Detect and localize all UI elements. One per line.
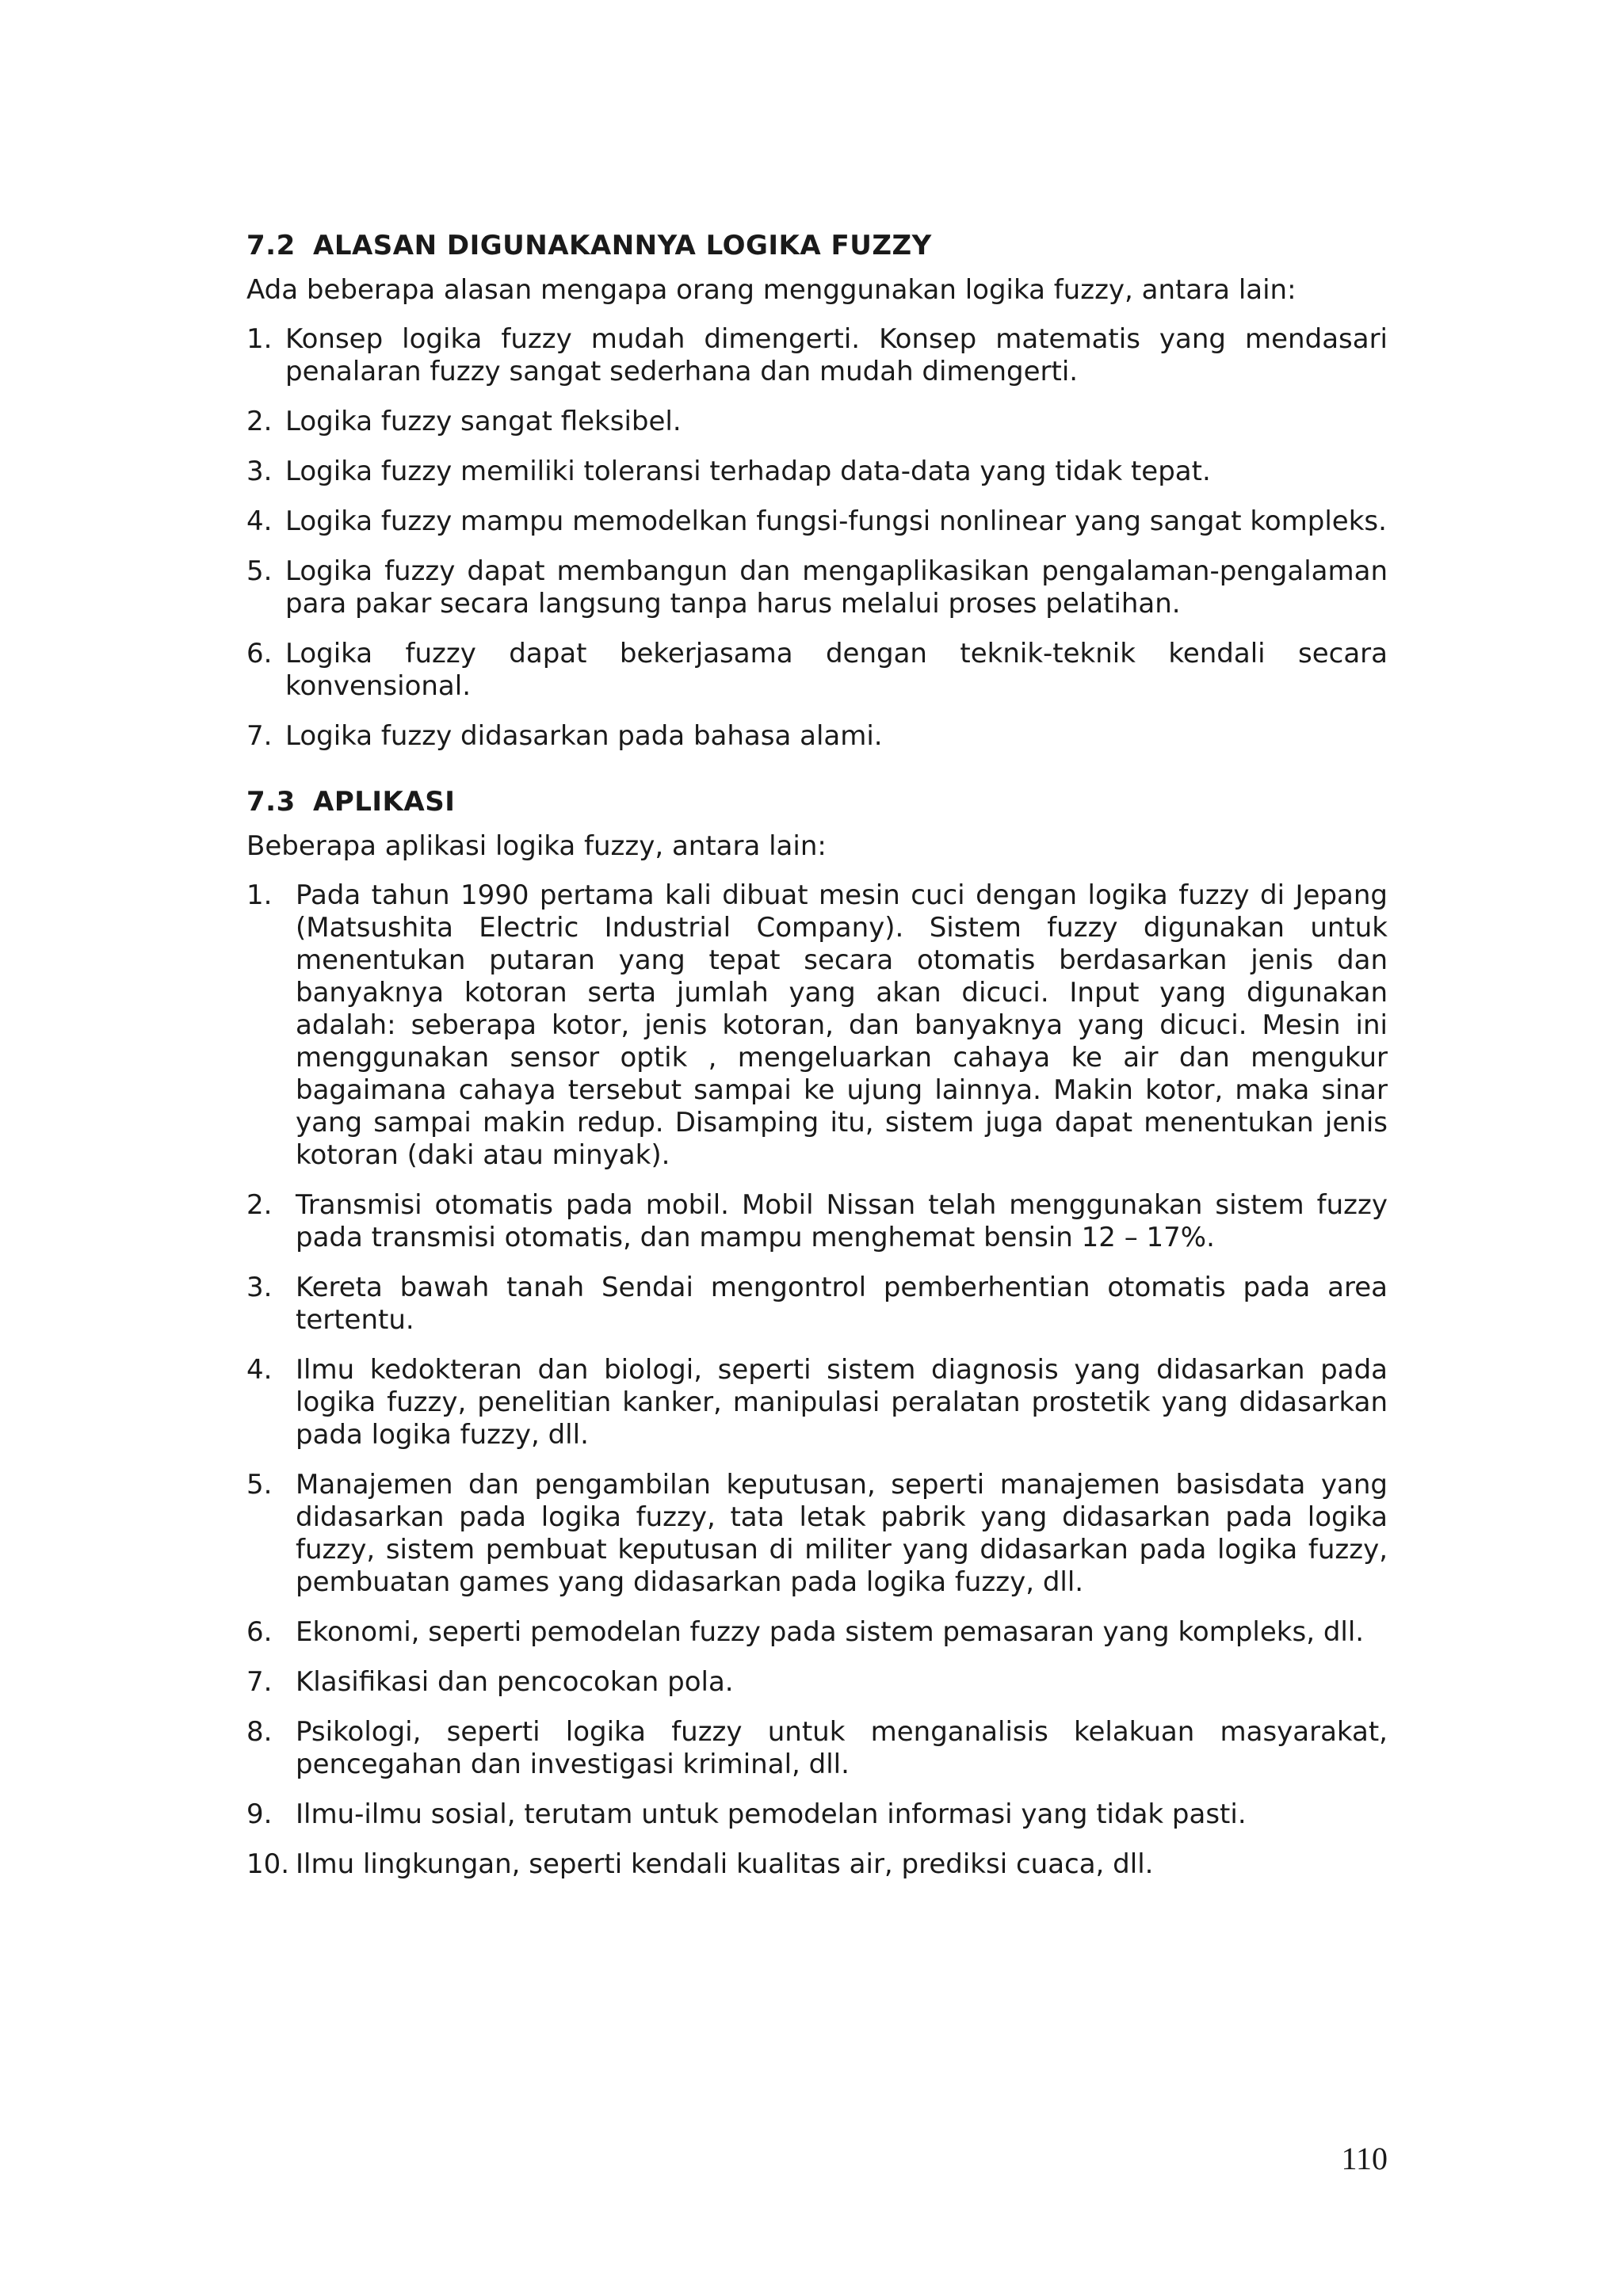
list-item [246, 1469, 1388, 1599]
list-item [246, 1666, 1388, 1699]
list-item-text: Ilmu lingkungan, seperti kendali kualitas air, prediksi cuaca, dll. [296, 1848, 1154, 1880]
list-marker: 2. [246, 1189, 273, 1221]
list-marker: 2. [246, 406, 273, 437]
list-item [246, 555, 1388, 620]
list-item-text: Manajemen dan pengambilan keputusan, seperti manajemen basisdata yang didasarkan pada logika fuzzy, tata letak pabrik yang didasarkan pada logika fuzzy, sistem pembuat keputusan di militer yang didasarkan pada logika fuzzy, pembuatan games yang didasarkan pada logika fuzzy, dll. [296, 1469, 1388, 1598]
list-item [246, 1716, 1388, 1781]
list-item [246, 1616, 1388, 1649]
list-item [246, 879, 1388, 1172]
section-title: APLIKASI [313, 786, 456, 818]
section-heading [246, 784, 1388, 819]
list-marker: 7. [246, 1666, 273, 1698]
applications-list [246, 879, 1388, 1881]
list-marker: 9. [246, 1798, 273, 1830]
section-intro: Beberapa aplikasi logika fuzzy, antara lain: [246, 830, 827, 862]
list-item [246, 1848, 1388, 1881]
list-item-text: Transmisi otomatis pada mobil. Mobil Nissan telah menggunakan sistem fuzzy pada transmisi otomatis, dan mampu menghemat bensin 12 – 17%. [296, 1189, 1388, 1253]
list-item [246, 406, 1388, 438]
list-item-text: Psikologi, seperti logika fuzzy untuk menganalisis kelakuan masyarakat, pencegahan dan investigasi kriminal, dll. [296, 1716, 1388, 1780]
list-item-text: Logika fuzzy didasarkan pada bahasa alami. [285, 720, 883, 752]
list-item [246, 1272, 1388, 1337]
list-item [246, 323, 1388, 388]
list-item-text: Ilmu kedokteran dan biologi, seperti sistem diagnosis yang didasarkan pada logika fuzzy, penelitian kanker, manipulasi peralatan prostetik yang didasarkan pada logika fuzzy, dll. [296, 1354, 1388, 1451]
list-item [246, 1798, 1388, 1831]
list-marker: 3. [246, 1272, 273, 1303]
list-item [246, 720, 1388, 753]
list-item [246, 1189, 1388, 1254]
section-number: 7.2 [246, 230, 296, 261]
list-marker: 1. [246, 323, 273, 355]
list-marker: 10. [246, 1848, 290, 1880]
section-heading [246, 228, 1388, 263]
list-item-text: Logika fuzzy sangat fleksibel. [285, 406, 682, 437]
list-marker: 6. [246, 1616, 273, 1648]
section-title: ALASAN DIGUNAKANNYA LOGIKA FUZZY [313, 230, 932, 261]
list-item-text: Logika fuzzy memiliki toleransi terhadap data-data yang tidak tepat. [285, 456, 1211, 487]
list-item-text: Kereta bawah tanah Sendai mengontrol pemberhentian otomatis pada area tertentu. [296, 1272, 1388, 1336]
section-number: 7.3 [246, 786, 296, 818]
list-marker: 4. [246, 1354, 273, 1386]
list-marker: 7. [246, 720, 273, 752]
page-number: 110 [1341, 2141, 1388, 2176]
list-item-text: Ilmu-ilmu sosial, terutam untuk pemodelan informasi yang tidak pasti. [296, 1798, 1247, 1830]
list-marker: 3. [246, 456, 273, 487]
list-item-text: Ekonomi, seperti pemodelan fuzzy pada sistem pemasaran yang kompleks, dll. [296, 1616, 1365, 1648]
list-item-text: Logika fuzzy mampu memodelkan fungsi-fungsi nonlinear yang sangat kompleks. [285, 505, 1387, 537]
list-item-text: Pada tahun 1990 pertama kali dibuat mesin cuci dengan logika fuzzy di Jepang (Matsushita Electric Industrial Company). Sistem fuzzy digunakan untuk menentukan putaran yang tepat secara otomatis berdasarkan jenis dan banyaknya kotoran serta jumlah yang akan dicuci. Input yang digunakan adalah: seberapa kotor, jenis kotoran, dan banyaknya yang dicuci. Mesin ini menggunakan sensor optik , mengeluarkan cahaya ke air dan mengukur bagaimana cahaya tersebut sampai ke ujung lainnya. Makin kotor, maka sinar yang sampai makin redup. Disamping itu, sistem juga dapat menentukan jenis kotoran (daki atau minyak). [296, 879, 1388, 1171]
page-content [246, 228, 1388, 1898]
list-item [246, 456, 1388, 488]
list-marker: 4. [246, 505, 273, 537]
list-marker: 8. [246, 1716, 273, 1748]
reasons-list [246, 323, 1388, 753]
list-marker: 6. [246, 638, 273, 669]
list-item-text: Konsep logika fuzzy mudah dimengerti. Konsep matematis yang mendasari penalaran fuzzy sangat sederhana dan mudah dimengerti. [285, 323, 1388, 387]
list-item-text: Logika fuzzy dapat membangun dan mengaplikasikan pengalaman-pengalaman para pakar secara langsung tanpa harus melalui proses pelatihan. [285, 555, 1388, 620]
section-intro: Ada beberapa alasan mengapa orang menggunakan logika fuzzy, antara lain: [246, 274, 1296, 306]
list-item [246, 638, 1388, 703]
list-item-text: Klasifikasi dan pencocokan pola. [296, 1666, 734, 1698]
list-item-text: Logika fuzzy dapat bekerjasama dengan teknik-teknik kendali secara konvensional. [285, 638, 1388, 702]
list-marker: 1. [246, 879, 273, 911]
section-7-3 [246, 784, 1388, 1881]
list-marker: 5. [246, 555, 273, 587]
list-item [246, 1354, 1388, 1451]
section-7-2 [246, 228, 1388, 753]
list-item [246, 505, 1388, 538]
list-marker: 5. [246, 1469, 273, 1501]
